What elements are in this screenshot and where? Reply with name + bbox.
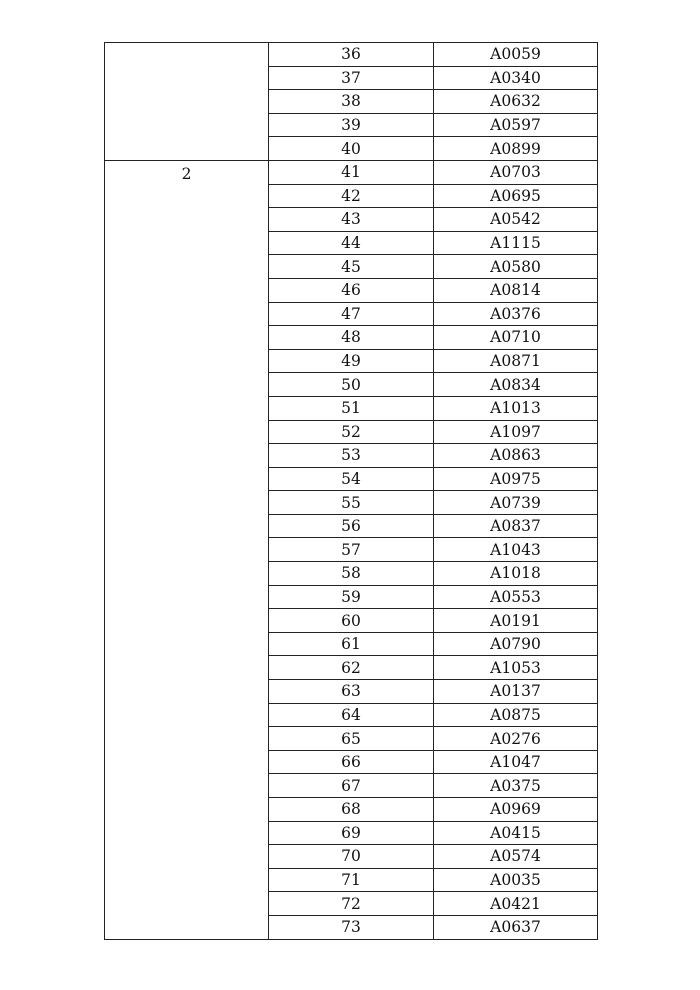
number-cell: 38 <box>269 90 434 114</box>
number-cell: 49 <box>269 349 434 373</box>
number-cell: 39 <box>269 113 434 137</box>
code-cell: A0695 <box>434 184 598 208</box>
number-cell: 72 <box>269 892 434 916</box>
number-cell: 54 <box>269 467 434 491</box>
code-cell: A0415 <box>434 821 598 845</box>
roster-table-body <box>105 43 598 940</box>
number-cell: 68 <box>269 798 434 822</box>
number-cell: 60 <box>269 609 434 633</box>
code-cell: A0863 <box>434 444 598 468</box>
code-cell: A0814 <box>434 278 598 302</box>
code-cell: A0739 <box>434 491 598 515</box>
code-cell: A0137 <box>434 680 598 704</box>
code-cell: A0376 <box>434 302 598 326</box>
code-cell: A0969 <box>434 798 598 822</box>
table-row <box>105 160 598 184</box>
code-cell: A0375 <box>434 774 598 798</box>
code-cell: A0975 <box>434 467 598 491</box>
code-cell: A0632 <box>434 90 598 114</box>
number-cell: 67 <box>269 774 434 798</box>
number-cell: 58 <box>269 562 434 586</box>
number-cell: 52 <box>269 420 434 444</box>
number-cell: 66 <box>269 750 434 774</box>
number-cell: 59 <box>269 585 434 609</box>
number-cell: 70 <box>269 845 434 869</box>
number-cell: 43 <box>269 208 434 232</box>
number-cell: 69 <box>269 821 434 845</box>
number-cell: 37 <box>269 66 434 90</box>
code-cell: A1053 <box>434 656 598 680</box>
roster-table <box>104 42 598 940</box>
number-cell: 64 <box>269 703 434 727</box>
code-cell: A0637 <box>434 915 598 939</box>
code-cell: A0580 <box>434 255 598 279</box>
code-cell: A0834 <box>434 373 598 397</box>
code-cell: A0875 <box>434 703 598 727</box>
group-label-cell <box>105 43 269 161</box>
number-cell: 41 <box>269 160 434 184</box>
number-cell: 53 <box>269 444 434 468</box>
code-cell: A0191 <box>434 609 598 633</box>
number-cell: 44 <box>269 231 434 255</box>
number-cell: 62 <box>269 656 434 680</box>
code-cell: A0276 <box>434 727 598 751</box>
code-cell: A1097 <box>434 420 598 444</box>
code-cell: A1047 <box>434 750 598 774</box>
code-cell: A0574 <box>434 845 598 869</box>
code-cell: A0542 <box>434 208 598 232</box>
table-row <box>105 43 598 67</box>
number-cell: 55 <box>269 491 434 515</box>
code-cell: A1013 <box>434 396 598 420</box>
code-cell: A0059 <box>434 43 598 67</box>
number-cell: 63 <box>269 680 434 704</box>
number-cell: 42 <box>269 184 434 208</box>
number-cell: 47 <box>269 302 434 326</box>
code-cell: A0421 <box>434 892 598 916</box>
number-cell: 61 <box>269 632 434 656</box>
number-cell: 65 <box>269 727 434 751</box>
number-cell: 71 <box>269 868 434 892</box>
code-cell: A0837 <box>434 514 598 538</box>
number-cell: 36 <box>269 43 434 67</box>
number-cell: 45 <box>269 255 434 279</box>
number-cell: 50 <box>269 373 434 397</box>
code-cell: A0035 <box>434 868 598 892</box>
code-cell: A1018 <box>434 562 598 586</box>
group-label-cell: 2 <box>105 160 269 939</box>
number-cell: 40 <box>269 137 434 161</box>
code-cell: A0597 <box>434 113 598 137</box>
number-cell: 73 <box>269 915 434 939</box>
number-cell: 56 <box>269 514 434 538</box>
code-cell: A0340 <box>434 66 598 90</box>
code-cell: A1115 <box>434 231 598 255</box>
number-cell: 51 <box>269 396 434 420</box>
code-cell: A0790 <box>434 632 598 656</box>
number-cell: 48 <box>269 326 434 350</box>
code-cell: A1043 <box>434 538 598 562</box>
code-cell: A0710 <box>434 326 598 350</box>
number-cell: 57 <box>269 538 434 562</box>
number-cell: 46 <box>269 278 434 302</box>
code-cell: A0871 <box>434 349 598 373</box>
code-cell: A0553 <box>434 585 598 609</box>
code-cell: A0899 <box>434 137 598 161</box>
code-cell: A0703 <box>434 160 598 184</box>
